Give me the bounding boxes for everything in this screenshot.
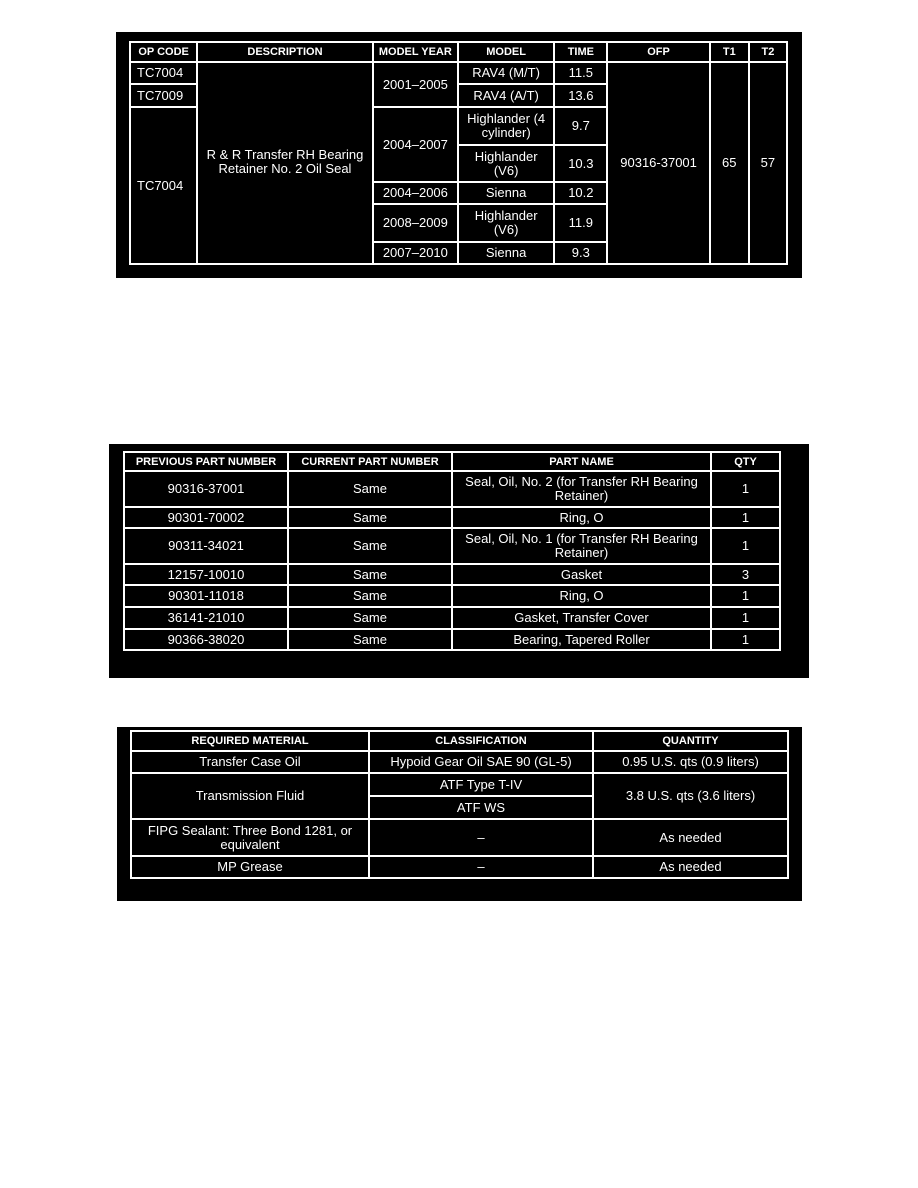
time-cell: 10.3 [554,145,607,182]
op-code-cell: TC7004 [130,107,197,264]
table-row [124,629,780,650]
qty-cell: 1 [711,585,780,607]
current-part-number-cell: Same [288,585,452,607]
model-year-cell: 2001–2005 [373,62,458,107]
table-row [131,856,788,878]
required-material-cell: Transfer Case Oil [131,751,369,773]
time-cell: 10.2 [554,182,607,204]
previous-part-number-cell: 90301-11018 [124,585,288,607]
table-row [124,507,780,528]
table-row [124,471,780,507]
table-header-row [124,452,780,471]
part-name-cell: Seal, Oil, No. 1 (for Transfer RH Bearing Retainer) [452,528,711,564]
header-time: TIME [554,42,607,62]
required-material-cell: Transmission Fluid [131,773,369,819]
description-cell [197,62,373,264]
model-year-cell: 2004–2006 [373,182,458,204]
parts-table [123,451,781,651]
previous-part-number-cell: 90366-38020 [124,629,288,650]
previous-part-number-cell: 12157-10010 [124,564,288,585]
quantity-cell: As needed [593,856,788,878]
model-year-cell: 2008–2009 [373,204,458,242]
part-name-cell: Bearing, Tapered Roller [452,629,711,650]
parts-table-panel [109,444,809,678]
table-row [131,773,788,796]
quantity-cell: As needed [593,819,788,856]
table-row [131,819,788,856]
part-name-cell: Ring, O [452,507,711,528]
current-part-number-cell: Same [288,607,452,629]
header-classification: CLASSIFICATION [369,731,593,751]
t1-cell: 65 [710,62,749,264]
previous-part-number-cell: 90311-34021 [124,528,288,564]
qty-cell: 1 [711,629,780,650]
model-cell: RAV4 (A/T) [458,84,554,107]
table-row [124,607,780,629]
header-part-name: PART NAME [452,452,711,471]
table-row [130,62,787,84]
classification-cell: Hypoid Gear Oil SAE 90 (GL-5) [369,751,593,773]
qty-cell: 3 [711,564,780,585]
current-part-number-cell: Same [288,564,452,585]
part-name-cell: Gasket [452,564,711,585]
part-name-cell: Gasket, Transfer Cover [452,607,711,629]
header-required-material: REQUIRED MATERIAL [131,731,369,751]
previous-part-number-cell: 90301-70002 [124,507,288,528]
header-description: DESCRIPTION [197,42,373,62]
quantity-cell: 3.8 U.S. qts (3.6 liters) [593,773,788,819]
part-name-cell: Seal, Oil, No. 2 (for Transfer RH Bearing Retainer) [452,471,711,507]
model-cell: RAV4 (M/T) [458,62,554,84]
materials-table-panel [117,727,802,901]
classification-cell: ATF Type T-IV [369,773,593,796]
current-part-number-cell: Same [288,629,452,650]
time-cell: 11.9 [554,204,607,242]
header-op-code: OP CODE [130,42,197,62]
header-model: MODEL [458,42,554,62]
ofp-cell: 90316-37001 [607,62,709,264]
op-code-table [129,41,788,265]
header-current-part-number: CURRENT PART NUMBER [288,452,452,471]
model-cell: Sienna [458,182,554,204]
classification-cell: ATF WS [369,796,593,819]
current-part-number-cell: Same [288,528,452,564]
op-code-cell: TC7009 [130,84,197,107]
previous-part-number-cell: 36141-21010 [124,607,288,629]
op-code-cell: TC7004 [130,62,197,84]
header-model-year: MODEL YEAR [373,42,458,62]
qty-cell: 1 [711,507,780,528]
current-part-number-cell: Same [288,471,452,507]
header-t1: T1 [710,42,749,62]
model-year-cell: 2004–2007 [373,107,458,182]
current-part-number-cell: Same [288,507,452,528]
header-previous-part-number: PREVIOUS PART NUMBER [124,452,288,471]
time-cell: 11.5 [554,62,607,84]
table-header-row [130,42,787,62]
table-row [124,585,780,607]
qty-cell: 1 [711,471,780,507]
header-qty: QTY [711,452,780,471]
op-code-table-panel [116,32,802,278]
model-cell: Highlander (V6) [458,204,554,242]
required-material-cell: FIPG Sealant: Three Bond 1281, or equivalent [131,819,369,856]
model-cell: Sienna [458,242,554,264]
quantity-cell: 0.95 U.S. qts (0.9 liters) [593,751,788,773]
materials-table [130,730,789,879]
required-material-cell: MP Grease [131,856,369,878]
qty-cell: 1 [711,528,780,564]
time-cell: 9.3 [554,242,607,264]
header-ofp: OFP [607,42,709,62]
description-text: R & R Transfer RH Bearing Retainer No. 2 Oil Seal [206,148,364,176]
table-row [131,751,788,773]
header-quantity: QUANTITY [593,731,788,751]
table-row [124,528,780,564]
part-name-cell: Ring, O [452,585,711,607]
time-cell: 9.7 [554,107,607,145]
previous-part-number-cell: 90316-37001 [124,471,288,507]
model-cell: Highlander (V6) [458,145,554,182]
table-row [124,564,780,585]
t2-cell: 57 [749,62,787,264]
time-cell: 13.6 [554,84,607,107]
model-year-cell: 2007–2010 [373,242,458,264]
table-header-row [131,731,788,751]
model-cell: Highlander (4 cylinder) [458,107,554,145]
header-t2: T2 [749,42,787,62]
classification-cell: – [369,819,593,856]
qty-cell: 1 [711,607,780,629]
classification-cell: – [369,856,593,878]
